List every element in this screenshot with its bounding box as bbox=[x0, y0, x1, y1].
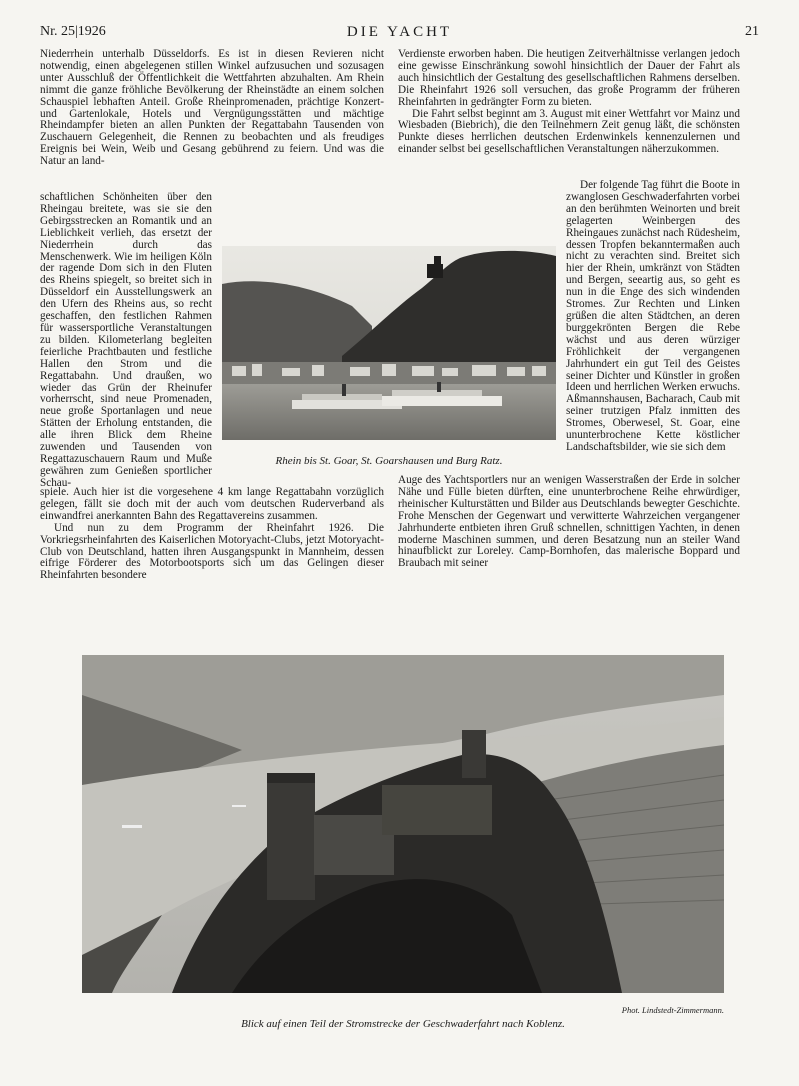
right-column-narrow-text: Der folgende Tag führt die Boote in zwanglosen Geschwaderfahrten vorbei an den berühmten Weinorten und breit gelagerten Weinbergen des Rheingaues zunächst nach Rüdesheim, dessen Tropfen bekanntermaßen auch nicht zu verachten sind. Breitet sich hier der Rhein, umkränzt von Städten und Bergen, seeartig aus, so geht es nun in die Enge des sich windenden Stromes. Zur Rechten und Linken grüßen die alten Städtchen, an deren burggekrönten Bergen die Rebe wächst und aus deren würziger Fröhlichkeit der vergangenen Jahrhundert ein gut Teil des Geistes seiner Dichter und Künstler in großen Ideen und herrlichen Werken erwuchs. Aßmannshausen, Bacharach, Caub mit seiner trutzigen Pfalz inmitten des Stromes, Oberwesel, St. Goar, eine ununterbrochene Kette köstlicher Landschaftsbilder, wie sie sich dem bbox=[566, 179, 740, 453]
photo1-caption: Rhein bis St. Goar, St. Goarshausen und Burg Ratz. bbox=[275, 455, 503, 467]
rhine-st-goar-photo bbox=[222, 246, 556, 440]
photo2-caption: Blick auf einen Teil der Stromstrecke der Geschwaderfahrt nach Koblenz. bbox=[241, 1018, 565, 1030]
issue-number: Nr. 25|1926 bbox=[40, 24, 106, 39]
page-number: 21 bbox=[745, 24, 759, 39]
right-column-bottom-text: Auge des Yachtsportlers nur an wenigen Wasserstraßen der Erde in solcher Nähe und Fülle bieten dürften, eine ununterbrochene Reihe ehrwürdiger, rheinischer Kulturstätten und Bilder aus Deutschlands bewegter Geschichte. Frohe Menschen der Gegenwart und verwitterte Wahrzeichen vergangener Jahrhunderte entbieten ihren Gruß schnellen, schnittigen Yachten, in denen moderne Maschinen summen, und deren Besatzung nun an steiler Wand hinaufblickt zur Loreley. Camp-Bornhofen, das malerische Boppard und Braubach mit seiner bbox=[398, 474, 740, 570]
left-column-narrow-text: schaftlichen Schönheiten über den Rheingau breitete, was sie sie den Gebirgsstrecken an Romantik und an Lieblichkeit verlieh, das ersetzt der Niederrhein durch das Menschenwerk. Wie im heiligen Köln der ragende Dom sich in den Fluten des Rheins spiegelt, so breitet sich in Düsseldorf ein Ausstellungswerk an den Ufern des Rheins aus, so recht geschaffen, den festlichen Rahmen für wassersportliche Veranstaltungen zu bilden. Kilometerlang begleiten feierliche Prachtbauten und festliche Hallen den Strom und die Regattabahn. Und draußen, wo wieder das Grün der Rheinufer vorherrscht, sind neue Promenaden, neue große Sportanlagen und neue Stätten der Erholung entstanden, die alle ihren Blick dem Rheine zuwenden und Tausenden von Regattazuschauern Raum und Muße gewähren zum Genießen sportlicher Schau- bbox=[40, 191, 212, 489]
journal-title: DIE YACHT bbox=[346, 24, 453, 40]
photo2-credit: Phot. Lindstedt-Zimmermann. bbox=[621, 1005, 724, 1015]
left-column-bottom-text: spiele. Auch hier ist die vorgesehene 4 km lange Regattabahn vorzüglich gelegen, fällt sie doch mit der auch vom deutschen Ruderverband als einwandfrei anerkannten Bahn des Regattavereins zusammen. Und nun zu dem Programm der Rheinfahrt 1926. Die Vorkriegsrheinfahrten des Kaiserlichen Motoryacht-Clubs, jetzt Motoryacht-Club von Deutschland, hatten ihren Ausgangspunkt in Mannheim, dessen eifrige Förderer des Motorbootsports sich um das Gelingen dieser Rheinfahrten besondere bbox=[40, 486, 384, 582]
right-column-top-text: Verdienste erworben haben. Die heutigen Zeitverhältnisse verlangen jedoch eine gewisse Einschränkung sowohl hinsichtlich der Dauer der Fahrt als auch hinsichtlich der Gestaltung des gesellschaftlichen Rahmens derselben. Die Rheinfahrt 1926 soll versuchen, das große Programm der früheren Rheinfahrten in gedrängter Form zu bieten. Die Fahrt selbst beginnt am 3. August mit einer Wettfahrt vor Mainz und Wiesbaden (Biebrich), die den Teilnehmern Zeit genug läßt, die schönsten Punkte dieses herrlichen deutschen Erdenwinkels kennenzulernen und einander selbst bei gesellschaftlichen Veranstaltungen näherzukommen. bbox=[398, 48, 740, 156]
page-header bbox=[40, 24, 759, 44]
left-column-top-text: Niederrhein unterhalb Düsseldorfs. Es ist in diesen Revieren nicht notwendig, einen abgelegenen stillen Winkel aufzusuchen und sozusagen unter Ausschluß der Öffentlichkeit die Wettfahrten abzuhalten. Am Rhein nimmt die ganze fröhliche Bevölkerung der Rheinstädte an einem solchen Schauspiel lebhaften Anteil. Große Rheinpromenaden, prächtige Konzert- und Gartenlokale, Hotels und Vergnügungsstätten und mächtige Rheindampfer bieten an allen Punkten der Regattabahn Tausenden von Zuschauern Gelegenheit, die Rennen zu beobachten und als freudiges Ereignis bei Wein, Weib und Gesang gebührend zu feiern. Und was die Natur an land- bbox=[40, 48, 384, 168]
castle-river-photo bbox=[82, 655, 724, 993]
